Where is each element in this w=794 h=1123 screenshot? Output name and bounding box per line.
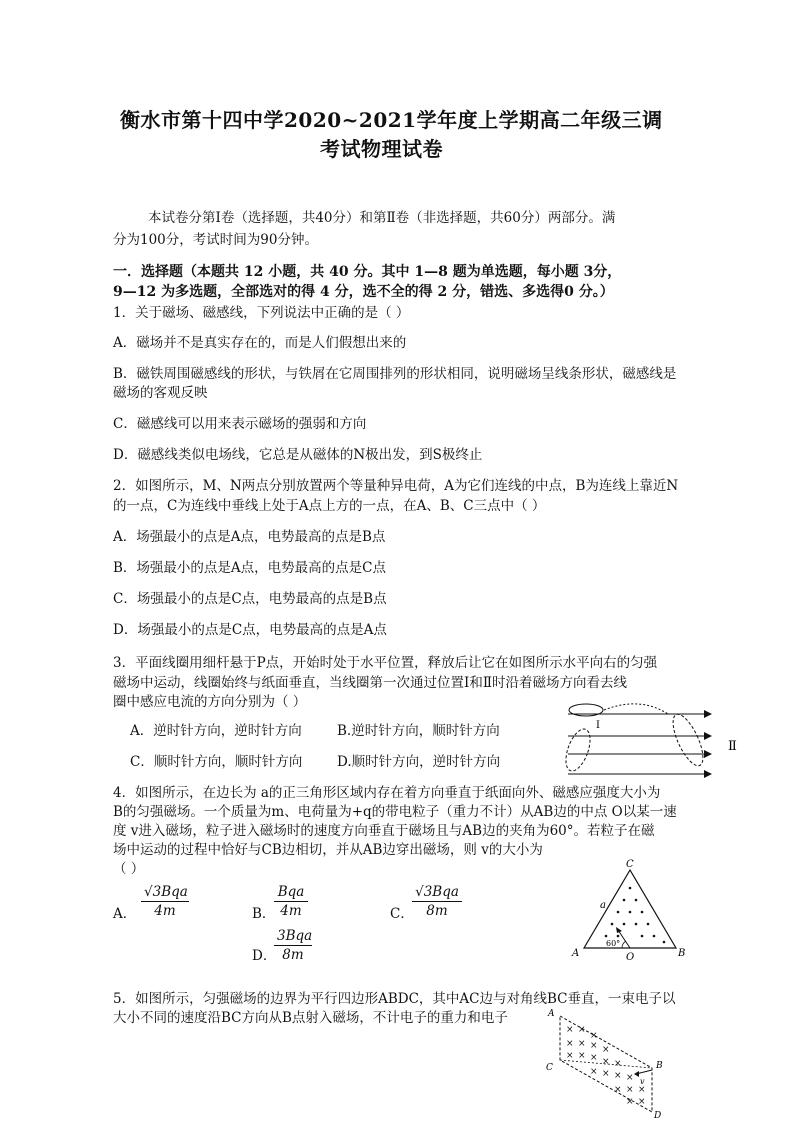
q4-stem-line-1: 4．如图所示，在边长为 a的正三角形区域内存在着方向垂直于纸面向外、磁感应强度大小为 xyxy=(113,785,661,801)
coil-position-II xyxy=(667,710,709,769)
label-I: Ⅰ xyxy=(596,720,600,731)
q5-stem-line-2: 大小不同的速度沿BC方向从B点射入磁场，不计电子的重力和电子 xyxy=(113,1010,508,1026)
vertex-C: C xyxy=(626,859,634,870)
q2-option-c: C．场强最小的点是C点，电势最高的点是B点 xyxy=(113,591,387,607)
q2-stem-line-2: 的一点，C为连线中垂线上处于A点上方的一点，在A、B、C三点中（ ） xyxy=(113,498,546,514)
svg-text:×: × xyxy=(590,1053,598,1063)
q4-option-a-denominator: 4m xyxy=(154,903,176,919)
arrow-head-3 xyxy=(704,750,712,758)
arrow-head-4 xyxy=(704,770,712,778)
q2-option-a: A．场强最小的点是A点，电势最高的点是B点 xyxy=(113,529,386,545)
q4-option-b-denominator: 4m xyxy=(280,903,302,919)
q3-option-a: A．逆时针方向，逆时针方向 xyxy=(130,723,302,739)
q4-stem-line-4: 场中运动的过程中恰好与CB边相切，并从AB边穿出磁场，则 v的大小为 xyxy=(113,842,543,858)
q4-option-d-numerator: 3Bqa xyxy=(274,928,312,946)
vertex-B: B xyxy=(678,948,686,959)
q5-stem-line-1: 5．如图所示，匀强磁场的边界为平行四边形ABDC，其中AC边与对角线BC垂直，一束电子以 xyxy=(113,991,676,1007)
intro-line-1: 本试卷分第Ⅰ卷（选择题，共40分）和第Ⅱ卷（非选择题，共60分）两部分。满 xyxy=(148,210,616,226)
svg-text:×: × xyxy=(638,1097,646,1107)
page-subtitle: 考试物理试卷 xyxy=(320,137,443,161)
svg-text:×: × xyxy=(638,1085,646,1095)
svg-text:×: × xyxy=(590,1031,598,1041)
svg-text:×: × xyxy=(566,1039,574,1049)
angle-label: 60° xyxy=(606,939,621,948)
svg-text:×: × xyxy=(578,1039,586,1049)
svg-text:×: × xyxy=(626,1097,634,1107)
side-a: a xyxy=(600,900,606,911)
triangle-outline xyxy=(584,870,676,948)
svg-text:×: × xyxy=(602,1045,610,1055)
coil-swing-left xyxy=(561,726,595,774)
svg-text:×: × xyxy=(578,1051,586,1061)
q3-option-b: B.逆时针方向，顺时针方向 xyxy=(337,723,500,739)
arrow-head-1 xyxy=(704,710,712,718)
svg-text:×: × xyxy=(614,1085,622,1095)
svg-text:×: × xyxy=(614,1059,622,1069)
q4-stem-line-5: （ ） xyxy=(113,861,145,877)
q1-option-a: A．磁场并不是真实存在的，而是人们假想出来的 xyxy=(113,335,407,351)
q2-stem-line-1: 2．如图所示，M、N两点分别放置两个等量种异电荷，A为它们连线的中点，B为连线上靠近N xyxy=(113,478,679,494)
q4-option-d-denominator: 8m xyxy=(282,947,304,963)
vertex-B: B xyxy=(656,1061,663,1071)
svg-text:×: × xyxy=(590,1041,598,1051)
q4-stem-line-2: B的匀强磁场。一个质量为m、电荷量为+q的带电粒子（重力不计）从AB边的中点 O以某一速 xyxy=(113,804,677,820)
q1-option-b-line-1: B．磁铁周围磁感线的形状，与铁屑在它周围排列的形状相同，说明磁场呈线条形状，磁感线是 xyxy=(113,366,677,382)
q3-stem-line-1: 3．平面线圈用细杆悬于P点，开始时处于水平位置，释放后让它在如图所示水平向右的匀强 xyxy=(113,655,658,671)
svg-text:×: × xyxy=(566,1051,574,1061)
q4-triangle-figure xyxy=(570,858,690,964)
svg-text:×: × xyxy=(602,1057,610,1067)
q3-stem-line-2: 磁场中运动，线圈始终与纸面垂直，当线圈第一次通过位置Ⅰ和Ⅱ时沿着磁场方向看去线 xyxy=(113,675,628,691)
suspension-arc xyxy=(604,704,668,714)
svg-text:×: × xyxy=(614,1071,622,1081)
q3-option-d: D.顺时针方向，逆时针方向 xyxy=(337,754,501,770)
svg-text:×: × xyxy=(626,1085,634,1095)
q1-option-c: C．磁感线可以用来表示磁场的强弱和方向 xyxy=(113,416,367,432)
svg-text:×: × xyxy=(626,1073,634,1083)
q4-option-c-numerator: √3Bqa xyxy=(412,884,462,902)
q1-option-d: D．磁感线类似电场线，它总是从磁体的N极出发，到S极终止 xyxy=(113,447,483,463)
velocity-label: v xyxy=(640,1077,645,1086)
q4-option-c-fraction xyxy=(412,884,462,919)
q4-stem-line-3: 度 v进入磁场，粒子进入磁场时的速度方向垂直于磁场且与AB边的夹角为60°。若粒子在磁 xyxy=(113,823,655,839)
q1-stem: 1．关于磁场、磁感线，下列说法中正确的是（ ） xyxy=(113,305,410,321)
angle-arc xyxy=(622,941,626,948)
q2-option-b: B．场强最小的点是A点，电势最高的点是C点 xyxy=(113,560,386,576)
velocity-arrowhead xyxy=(616,927,622,933)
q5-parallelogram-figure xyxy=(540,1008,680,1120)
vertex-A: A xyxy=(572,948,580,959)
svg-text:×: × xyxy=(566,1025,574,1035)
svg-text:×: × xyxy=(578,1025,586,1035)
svg-text:×: × xyxy=(590,1067,598,1077)
page-title: 衡水市第十四中学2020~2021学年度上学期高二年级三调 xyxy=(120,108,663,132)
q3-stem-line-3: 圈中感应电流的方向分别为（ ） xyxy=(113,694,307,710)
q4-option-a-numerator: √3Bqa xyxy=(141,884,189,902)
q4-option-d-label: D． xyxy=(252,948,277,964)
point-O: O xyxy=(626,952,635,963)
arrow-head-2 xyxy=(704,732,712,740)
q4-option-b-numerator: Bqa xyxy=(274,884,308,902)
electron-arrowhead xyxy=(634,1071,639,1077)
q4-option-a-fraction xyxy=(141,884,189,919)
q1-option-b-line-2: 磁场的客观反映 xyxy=(113,385,208,401)
intro-line-2: 分为100分，考试时间为90分钟。 xyxy=(113,232,318,248)
q2-option-d: D．场强最小的点是C点，电势最高的点是A点 xyxy=(113,622,387,638)
q4-option-a-label: A． xyxy=(113,906,137,922)
vertex-A: A xyxy=(548,1009,555,1019)
q4-option-c-label: C． xyxy=(390,906,414,922)
svg-text:×: × xyxy=(602,1069,610,1079)
vertex-C: C xyxy=(546,1063,553,1073)
vertex-D: D xyxy=(654,1111,662,1120)
q3-option-c: C．顺时针方向，顺时针方向 xyxy=(130,754,303,770)
q4-option-d-fraction xyxy=(274,928,312,963)
section-header-line-2: 9—12 为多选题，全部选对的得 4 分，选不全的得 2 分，错选、多选得0 分。） xyxy=(113,284,614,300)
q4-option-b-label: B． xyxy=(252,906,276,922)
q4-option-b-fraction xyxy=(274,884,308,919)
label-II: Ⅱ xyxy=(728,739,737,754)
q3-coil-figure xyxy=(560,698,750,784)
section-header-line-1: 一．选择题（本题共 12 小题，共 40 分。其中 1—8 题为单选题，每小题 3分， xyxy=(113,264,622,280)
q4-option-c-denominator: 8m xyxy=(426,903,448,919)
